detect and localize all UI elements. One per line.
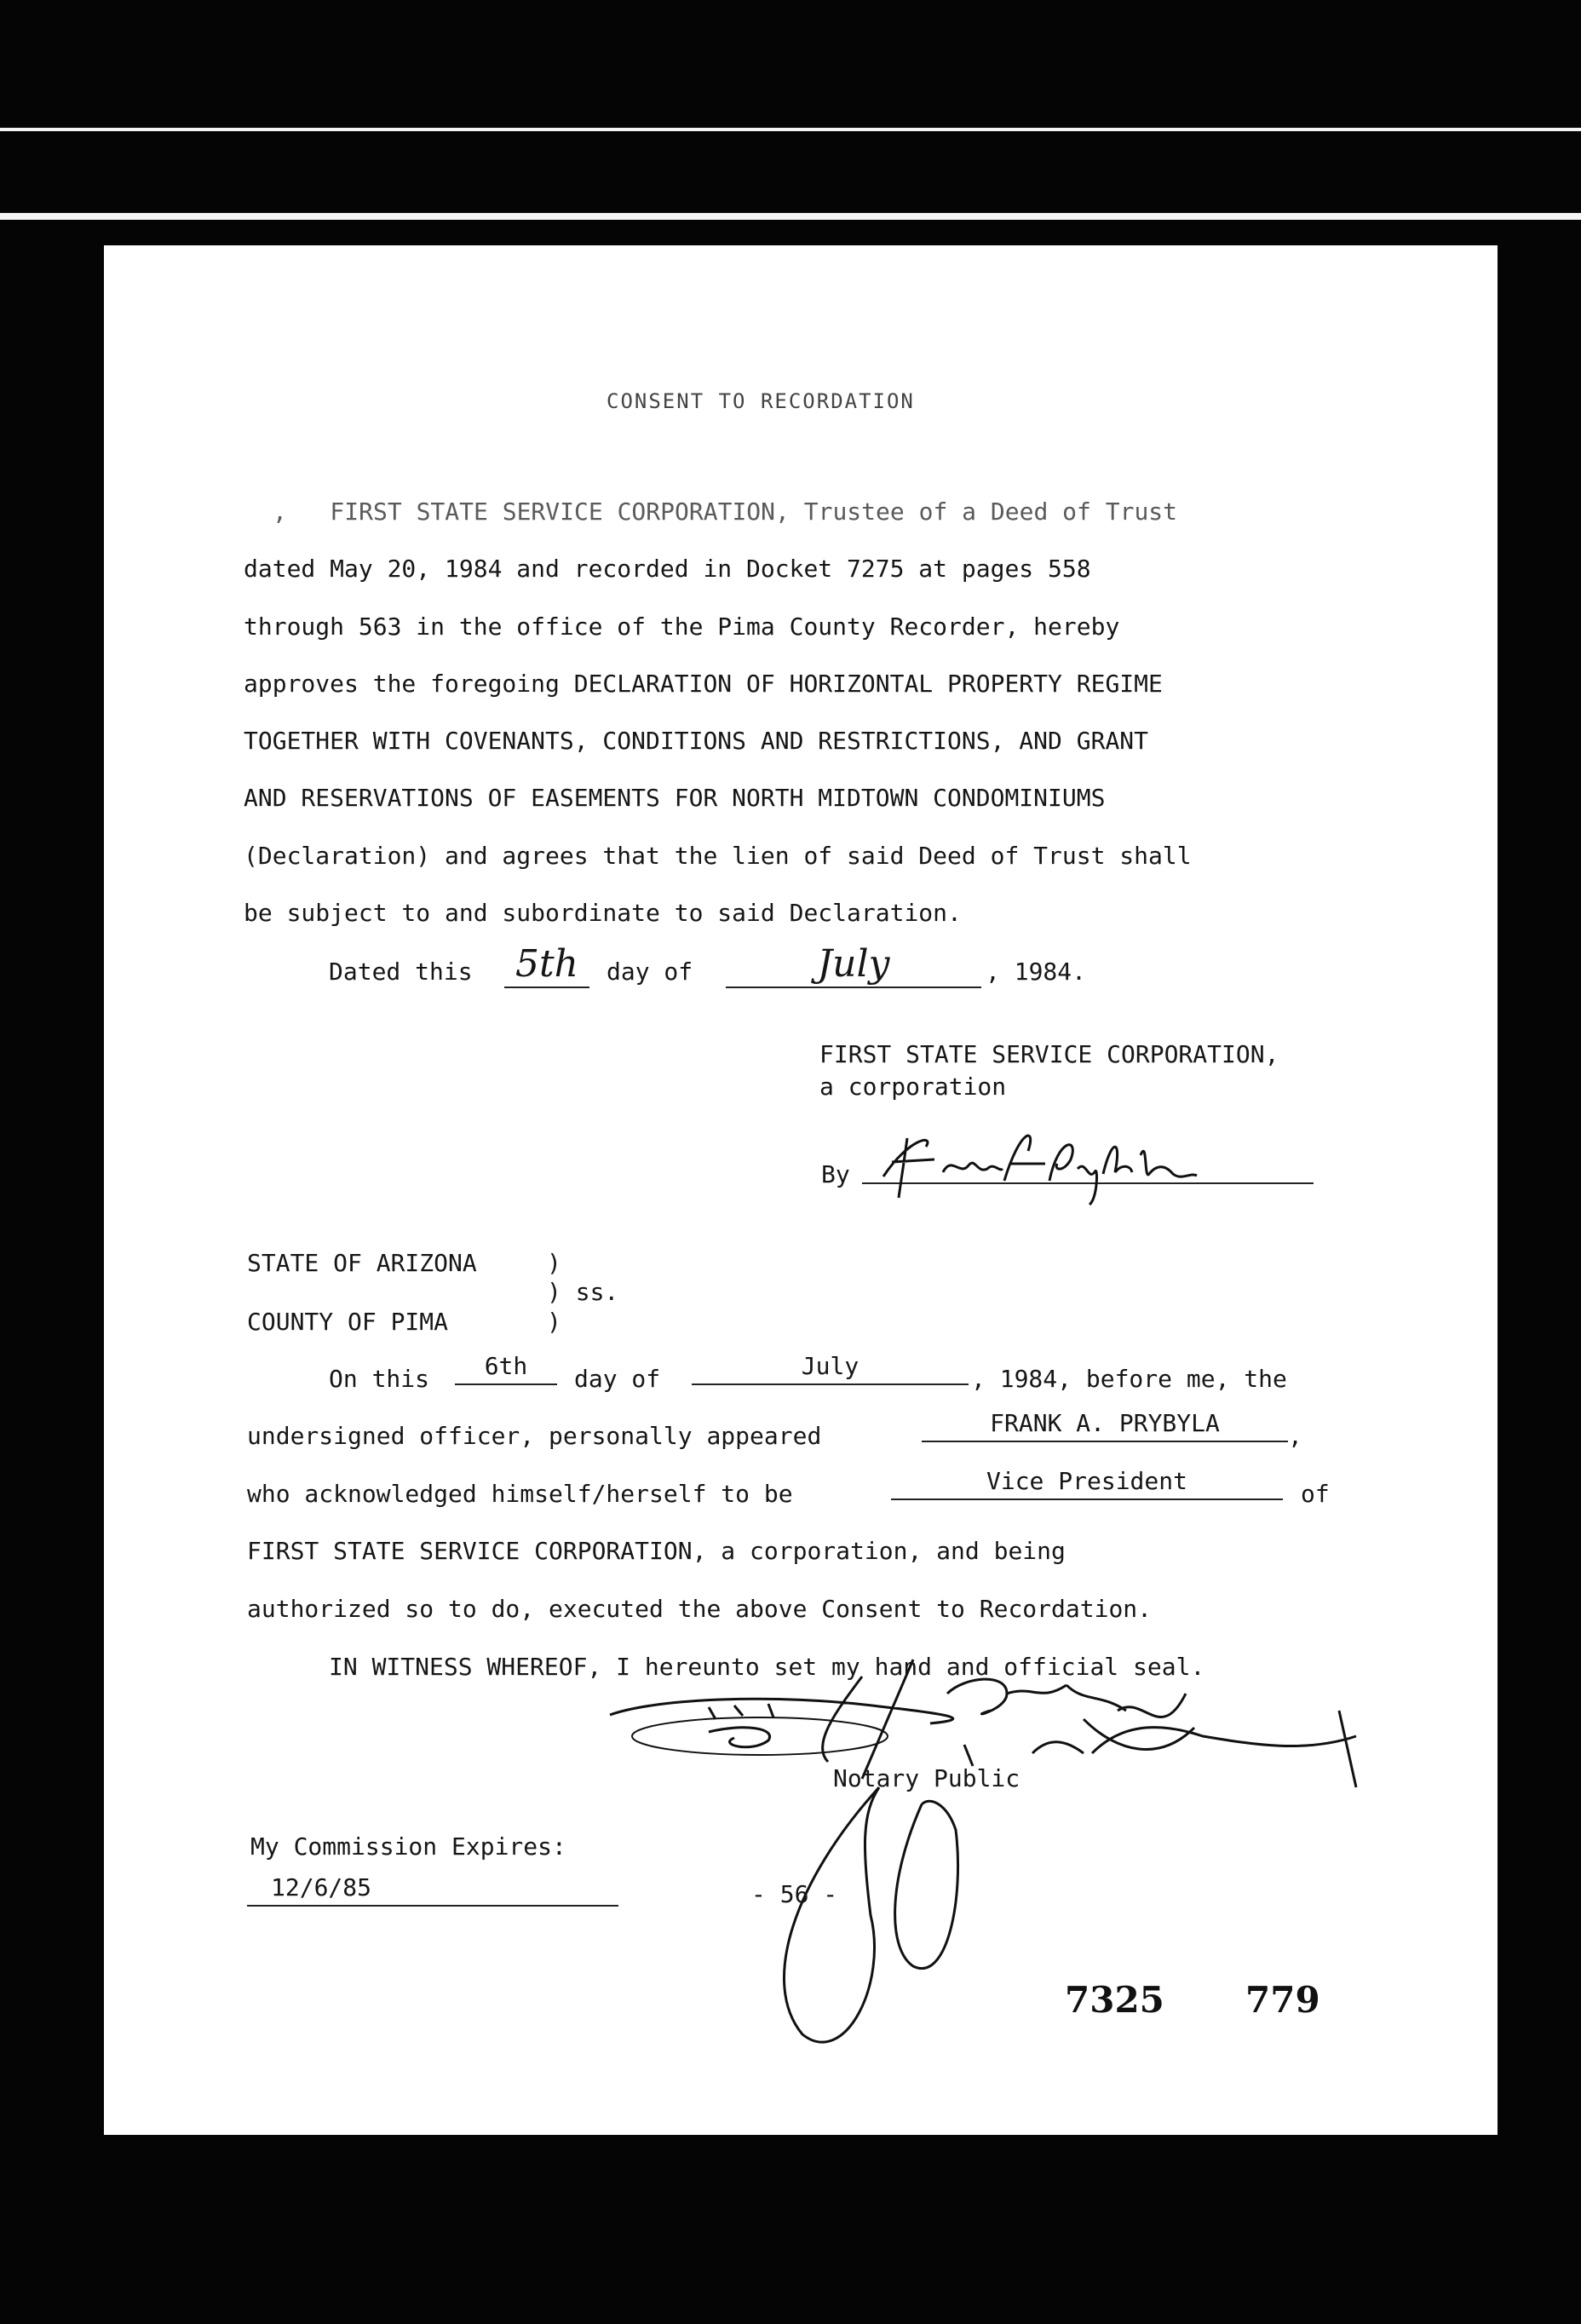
docket-number: 7325 [1065, 1979, 1164, 2021]
notary-signature [607, 1660, 1458, 2085]
page-reference: 779 [1245, 1979, 1320, 2021]
body-line: AND RESERVATIONS OF EASEMENTS FOR NORTH MIDTOWN CONDOMINIUMS [244, 784, 1106, 812]
dated-prefix: Dated this [329, 958, 473, 986]
ack-of: of [1301, 1480, 1330, 1508]
venue-county: COUNTY OF PIMA [247, 1308, 449, 1336]
ack-person-field: FRANK A. PRYBYLA [922, 1408, 1288, 1442]
body-line: dated May 20, 1984 and recorded in Docket 7275 at pages 558 [244, 555, 1091, 583]
document-title: CONSENT TO RECORDATION [607, 389, 915, 413]
ack-line: FIRST STATE SERVICE CORPORATION, a corporation, and being [247, 1537, 1066, 1565]
commission-date-field: 12/6/85 [247, 1872, 618, 1907]
body-line: , FIRST STATE SERVICE CORPORATION, Trustee of a Deed of Trust [273, 498, 1178, 526]
ack-comma: , [1288, 1422, 1302, 1450]
signer-corp-type: a corporation [819, 1073, 1007, 1101]
dated-suffix: , 1984. [986, 958, 1087, 986]
dated-month: July [726, 942, 981, 988]
body-line: be subject to and subordinate to said Declaration. [244, 899, 962, 927]
dated-day: 5th [504, 942, 589, 988]
ack-prefix: On this [329, 1365, 430, 1393]
ack-line: authorized so to do, executed the above Consent to Recordation. [247, 1595, 1153, 1623]
ack-mid: day of [574, 1365, 661, 1393]
notary-label: Notary Public [833, 1764, 1020, 1792]
scan-edge-line [0, 128, 1581, 131]
page-number: - 56 - [751, 1880, 838, 1908]
by-label: By [821, 1160, 850, 1188]
signer-corp-name: FIRST STATE SERVICE CORPORATION, [819, 1040, 1279, 1068]
ack-appeared: undersigned officer, personally appeared [247, 1422, 822, 1450]
document-page [104, 245, 1498, 2135]
signature-frank-prybyla [875, 1113, 1199, 1206]
scan-edge-line [0, 213, 1581, 220]
body-line: (Declaration) and agrees that the lien of said Deed of Trust shall [244, 842, 1192, 870]
venue-paren: ) [547, 1249, 561, 1277]
ack-month-field: July [692, 1351, 969, 1385]
venue-ss: ) ss. [547, 1278, 619, 1306]
body-line: approves the foregoing DECLARATION OF HORIZONTAL PROPERTY REGIME [244, 670, 1163, 698]
ack-suffix: , 1984, before me, the [971, 1365, 1287, 1393]
body-line: through 563 in the office of the Pima County Recorder, hereby [244, 613, 1120, 641]
witness-line: IN WITNESS WHEREOF, I hereunto set my hand and official seal. [329, 1653, 1205, 1681]
ack-acknowledged: who acknowledged himself/herself to be [247, 1480, 793, 1508]
commission-label: My Commission Expires: [250, 1832, 566, 1861]
ack-day-field: 6th [455, 1351, 557, 1385]
venue-paren: ) [547, 1308, 561, 1336]
body-line: TOGETHER WITH COVENANTS, CONDITIONS AND RESTRICTIONS, AND GRANT [244, 727, 1149, 755]
venue-state: STATE OF ARIZONA [247, 1249, 477, 1277]
dated-middle: day of [607, 958, 693, 986]
ack-title-field: Vice President [891, 1466, 1283, 1500]
